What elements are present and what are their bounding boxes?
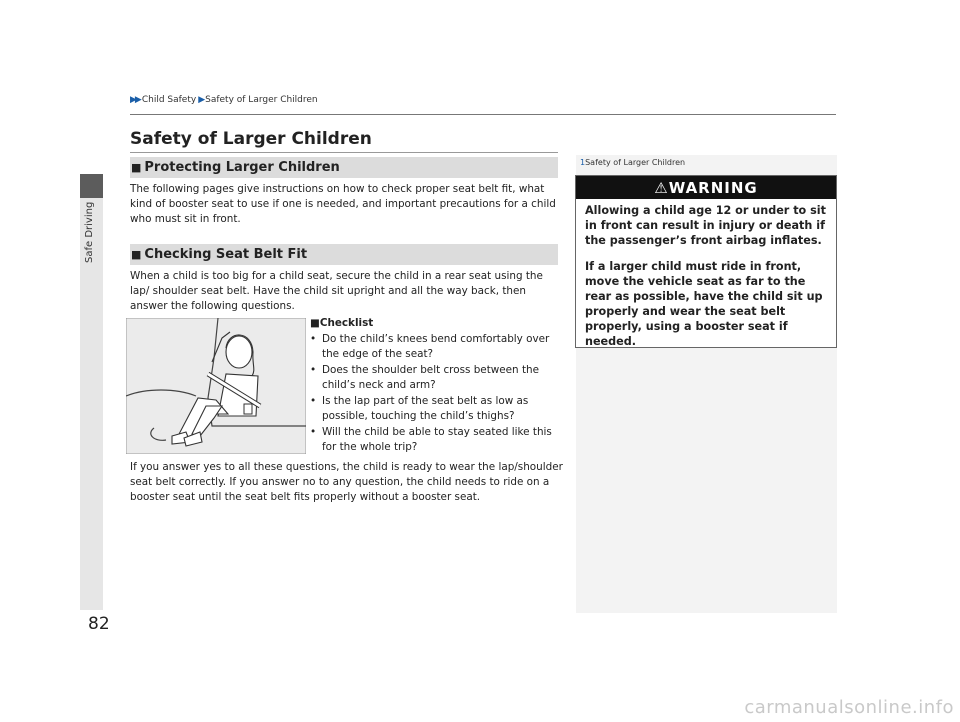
protecting-body: The following pages give instructions on how to check proper seat belt fit, what kind of booster seat to use if one is needed, and important precautions for a child who must sit in front. — [130, 183, 556, 225]
checklist-item-text: Will the child be able to stay seated like this for the whole trip? — [322, 426, 552, 453]
child-seat-belt-illustration — [126, 318, 306, 454]
section-square-icon: ■ — [131, 161, 142, 174]
checklist-item — [310, 394, 560, 424]
section-square-icon: ■ — [131, 248, 142, 261]
checklist — [310, 332, 560, 456]
page-number: 82 — [88, 614, 110, 634]
side-note-title — [580, 158, 685, 167]
bullet-icon: • — [310, 426, 317, 438]
warning-text — [576, 199, 836, 349]
header-divider — [130, 114, 836, 115]
breadcrumb-arrow-icon: ▶▶ — [130, 95, 140, 105]
checklist-item-text: Do the child’s knees bend comfortably over the edge of the seat? — [322, 333, 550, 360]
warning-paragraph: If a larger child must ride in front, move the vehicle seat as far to the rear as possible, have the child sit up properly and wear the seat belt properly, using a booster seat if needed. — [585, 260, 823, 348]
breadcrumb-item-current: Safety of Larger Children — [205, 95, 318, 105]
section-heading-checking — [130, 244, 558, 265]
checklist-item-text: Does the shoulder belt cross between the child’s neck and arm? — [322, 364, 539, 391]
checklist-title — [310, 317, 373, 329]
title-divider — [130, 152, 558, 153]
checklist-item — [310, 363, 560, 393]
warning-label: WARNING — [668, 178, 758, 197]
breadcrumb-arrow-icon: ▶ — [198, 95, 204, 105]
section-side-label: Safe Driving — [84, 202, 95, 264]
warning-triangle-icon: ⚠ — [654, 178, 669, 197]
bullet-icon: • — [310, 364, 317, 376]
bullet-icon: • — [310, 395, 317, 407]
page-title: Safety of Larger Children — [130, 129, 372, 149]
warning-box — [575, 175, 837, 348]
breadcrumb — [130, 95, 318, 105]
checklist-item — [310, 425, 560, 455]
section-heading-protecting — [130, 157, 558, 178]
checklist-item-text: Is the lap part of the seat belt as low as possible, touching the child’s thighs? — [322, 395, 529, 422]
checking-closing: If you answer yes to all these questions, the child is ready to wear the lap/shoulder seat belt correctly. If you answer no to any question, the child needs to ride on a booster seat until the seat belt fits properly without a booster seat. — [130, 461, 563, 503]
watermark: carmanualsonline.info — [744, 697, 954, 718]
side-note-title-text: Safety of Larger Children — [585, 158, 686, 167]
bullet-icon: • — [310, 333, 317, 345]
section-square-icon: ■ — [310, 317, 320, 329]
checklist-title-text: Checklist — [319, 317, 374, 329]
warning-header — [576, 176, 836, 199]
checking-body: When a child is too big for a child seat, secure the child in a rear seat using the lap/ shoulder seat belt. Have the child sit upright and all the way back, then answer the following questions. — [130, 270, 543, 312]
section-heading-text: Protecting Larger Children — [144, 160, 340, 175]
note-reference-icon: 1 — [580, 158, 586, 167]
warning-paragraph: Allowing a child age 12 or under to sit in front can result in injury or death if the passenger’s front airbag inflates. — [585, 204, 826, 247]
section-tab-marker — [80, 174, 103, 198]
checklist-item — [310, 332, 560, 362]
breadcrumb-item-child-safety[interactable]: Child Safety — [141, 95, 197, 105]
section-heading-text: Checking Seat Belt Fit — [144, 247, 308, 262]
